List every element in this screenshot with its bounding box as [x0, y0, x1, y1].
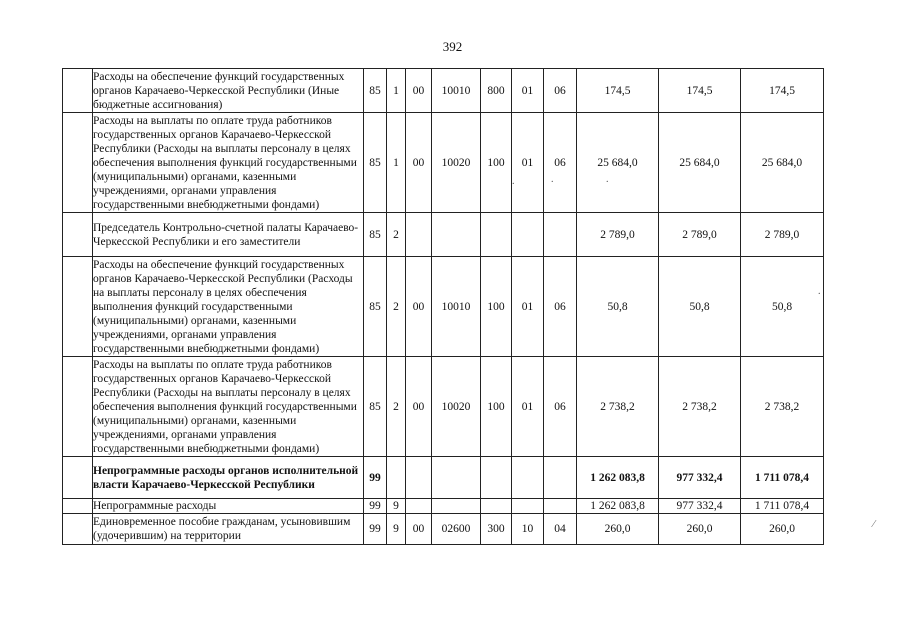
code-subprogram-cell: [406, 457, 432, 499]
amount-year-2-cell: 260,0: [659, 514, 741, 545]
scan-mark: .: [606, 174, 609, 185]
amount-year-3-cell: 260,0: [741, 514, 824, 545]
amount-year-1-cell: 1 262 083,8: [577, 499, 659, 514]
code-ministry-cell: 99: [364, 457, 387, 499]
amount-year-1-cell: 25 684,0: [577, 113, 659, 213]
code-expense-type-cell: 300: [481, 514, 512, 545]
description-cell: Непрограммные расходы органов исполнительной власти Карачаево-Черкесской Республики: [93, 457, 364, 499]
description-cell: Расходы на обеспечение функций государственных органов Карачаево-Черкесской Республики (Иные бюджетные ассигнования): [93, 69, 364, 113]
table-row: [63, 257, 824, 357]
scan-mark: .: [551, 174, 554, 185]
code-subprogram-cell: [406, 213, 432, 257]
code-subsection-cell: 06: [544, 69, 577, 113]
code-ministry-cell: 99: [364, 499, 387, 514]
amount-year-1-cell: 174,5: [577, 69, 659, 113]
code-program-cell: 2: [387, 213, 406, 257]
amount-year-2-cell: 50,8: [659, 257, 741, 357]
row-number-cell: [63, 69, 93, 113]
code-section-cell: 01: [512, 257, 544, 357]
amount-year-3-cell: 174,5: [741, 69, 824, 113]
amount-year-3-cell: 25 684,0: [741, 113, 824, 213]
row-number-cell: [63, 257, 93, 357]
amount-year-3-cell: 50,8: [741, 257, 824, 357]
amount-year-3-cell: 1 711 078,4: [741, 499, 824, 514]
code-subsection-cell: 06: [544, 257, 577, 357]
code-subsection-cell: [544, 499, 577, 514]
code-subprogram-cell: [406, 499, 432, 514]
row-number-cell: [63, 113, 93, 213]
code-program-cell: [387, 457, 406, 499]
description-cell: Единовременное пособие гражданам, усыновившим (удочерившим) на территории: [93, 514, 364, 545]
scan-mark: .: [818, 286, 821, 297]
code-subsection-cell: 06: [544, 113, 577, 213]
scan-mark: .: [512, 176, 515, 187]
code-section-cell: 10: [512, 514, 544, 545]
code-expense-type-cell: [481, 213, 512, 257]
amount-year-1-cell: 50,8: [577, 257, 659, 357]
code-subsection-cell: 04: [544, 514, 577, 545]
code-section-cell: [512, 457, 544, 499]
code-subprogram-cell: 00: [406, 69, 432, 113]
code-ministry-cell: 85: [364, 357, 387, 457]
code-direction-cell: [432, 499, 481, 514]
amount-year-2-cell: 977 332,4: [659, 499, 741, 514]
code-section-cell: 01: [512, 69, 544, 113]
table-row: [63, 514, 824, 545]
row-number-cell: [63, 213, 93, 257]
table-row: [63, 357, 824, 457]
code-program-cell: 2: [387, 357, 406, 457]
code-expense-type-cell: 100: [481, 113, 512, 213]
amount-year-2-cell: 2 738,2: [659, 357, 741, 457]
amount-year-2-cell: 25 684,0: [659, 113, 741, 213]
row-number-cell: [63, 357, 93, 457]
code-direction-cell: 10010: [432, 69, 481, 113]
table-row: [63, 69, 824, 113]
code-direction-cell: 10010: [432, 257, 481, 357]
code-subsection-cell: [544, 457, 577, 499]
code-subsection-cell: 06: [544, 357, 577, 457]
code-section-cell: 01: [512, 113, 544, 213]
code-program-cell: 1: [387, 113, 406, 213]
amount-year-1-cell: 1 262 083,8: [577, 457, 659, 499]
code-subprogram-cell: 00: [406, 257, 432, 357]
code-subprogram-cell: 00: [406, 357, 432, 457]
code-expense-type-cell: 100: [481, 257, 512, 357]
table-row: [63, 457, 824, 499]
code-program-cell: 2: [387, 257, 406, 357]
code-section-cell: [512, 499, 544, 514]
code-section-cell: 01: [512, 357, 544, 457]
amount-year-1-cell: 260,0: [577, 514, 659, 545]
table-row: [63, 113, 824, 213]
amount-year-2-cell: 2 789,0: [659, 213, 741, 257]
code-ministry-cell: 99: [364, 514, 387, 545]
code-expense-type-cell: 800: [481, 69, 512, 113]
table-row: [63, 213, 824, 257]
code-expense-type-cell: 100: [481, 357, 512, 457]
description-cell: Расходы на выплаты по оплате труда работников государственных органов Карачаево-Черкесской Республики (Расходы на выплаты персоналу в целях обеспечения выполнения функций государственными (муниципальными) органами, казенными учреждениями, органами управления государственными внебюджетными фондами): [93, 357, 364, 457]
code-expense-type-cell: [481, 457, 512, 499]
row-number-cell: [63, 499, 93, 514]
code-subprogram-cell: 00: [406, 113, 432, 213]
description-cell: Председатель Контрольно-счетной палаты Карачаево-Черкесской Республики и его заместители: [93, 213, 364, 257]
code-ministry-cell: 85: [364, 213, 387, 257]
amount-year-1-cell: 2 738,2: [577, 357, 659, 457]
code-direction-cell: 02600: [432, 514, 481, 545]
code-subsection-cell: [544, 213, 577, 257]
table-body: [63, 69, 824, 545]
description-cell: Расходы на выплаты по оплате труда работников государственных органов Карачаево-Черкесской Республики (Расходы на выплаты персоналу в целях обеспечения выполнения функций государственными (муниципальными) органами, казенными учреждениями, органами управления государственными внебюджетными фондами): [93, 113, 364, 213]
page-number: 392: [442, 39, 463, 54]
code-program-cell: 9: [387, 514, 406, 545]
code-subprogram-cell: 00: [406, 514, 432, 545]
row-number-cell: [63, 514, 93, 545]
code-direction-cell: [432, 213, 481, 257]
description-cell: Непрограммные расходы: [93, 499, 364, 514]
code-ministry-cell: 85: [364, 113, 387, 213]
table-row: [63, 499, 824, 514]
amount-year-2-cell: 174,5: [659, 69, 741, 113]
code-ministry-cell: 85: [364, 257, 387, 357]
amount-year-3-cell: 2 789,0: [741, 213, 824, 257]
amount-year-3-cell: 2 738,2: [741, 357, 824, 457]
code-direction-cell: [432, 457, 481, 499]
amount-year-3-cell: 1 711 078,4: [741, 457, 824, 499]
code-program-cell: 1: [387, 69, 406, 113]
row-number-cell: [63, 457, 93, 499]
description-cell: Расходы на обеспечение функций государственных органов Карачаево-Черкесской Республики (Расходы на выплаты персоналу в целях обеспечения выполнения функций государственными (муниципальными) органами, казенными учреждениями, органами управления государственными внебюджетными фондами): [93, 257, 364, 357]
amount-year-1-cell: 2 789,0: [577, 213, 659, 257]
code-program-cell: 9: [387, 499, 406, 514]
scan-mark: ⁄: [873, 519, 875, 530]
code-direction-cell: 10020: [432, 113, 481, 213]
code-ministry-cell: 85: [364, 69, 387, 113]
code-section-cell: [512, 213, 544, 257]
code-expense-type-cell: [481, 499, 512, 514]
code-direction-cell: 10020: [432, 357, 481, 457]
amount-year-2-cell: 977 332,4: [659, 457, 741, 499]
budget-table: [62, 68, 824, 545]
